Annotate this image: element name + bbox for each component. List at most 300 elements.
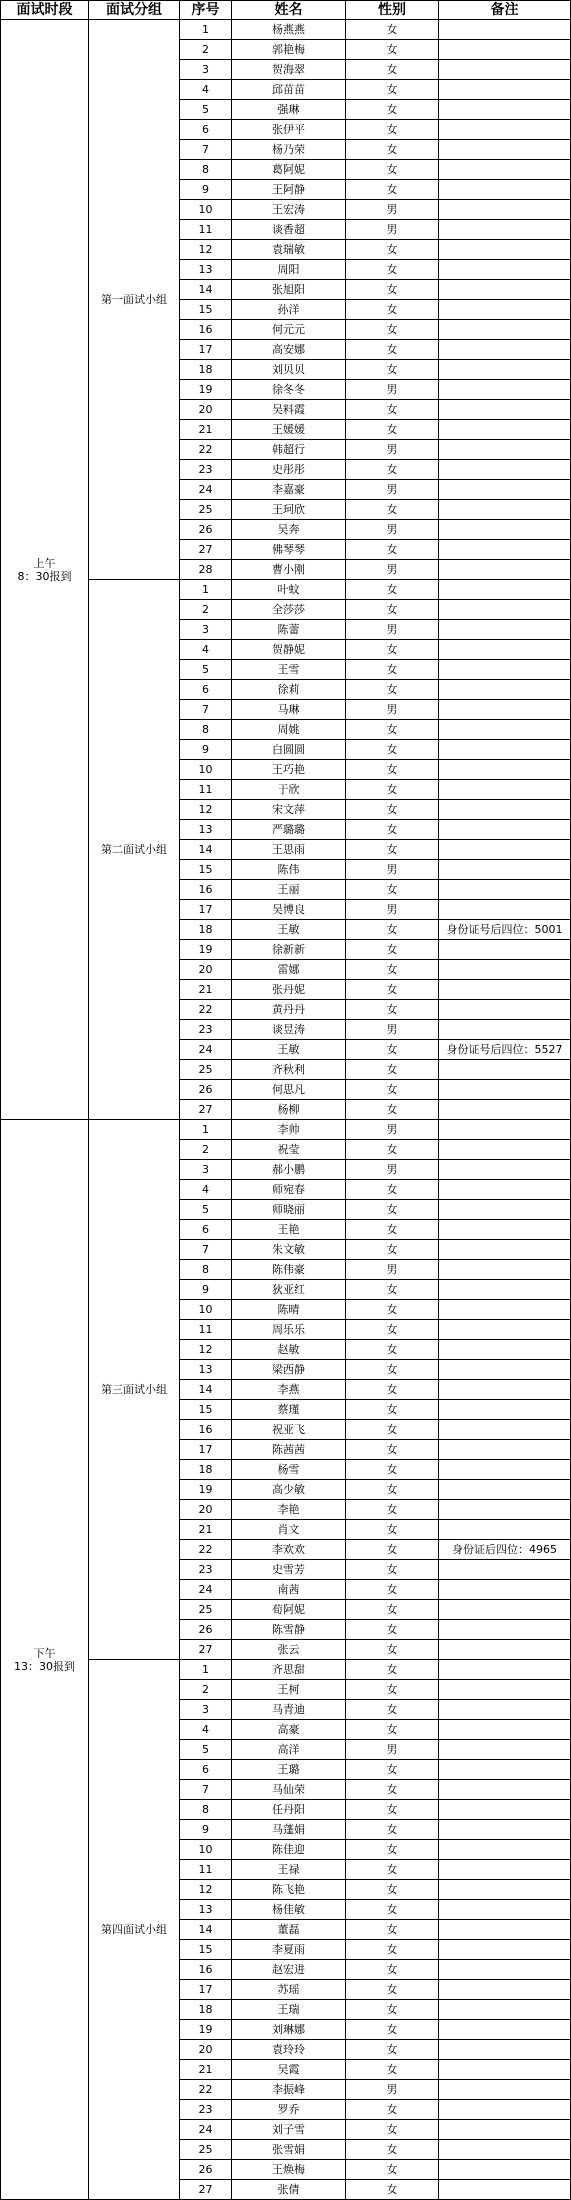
note-cell bbox=[439, 1360, 571, 1380]
name-cell: 张伊平 bbox=[232, 120, 346, 140]
gender-cell: 女 bbox=[346, 80, 439, 100]
note-cell bbox=[439, 1900, 571, 1920]
number-cell: 14 bbox=[180, 280, 232, 300]
note-cell bbox=[439, 1460, 571, 1480]
name-cell: 何元元 bbox=[232, 320, 346, 340]
name-cell: 齐秋利 bbox=[232, 1060, 346, 1080]
name-cell: 张丹妮 bbox=[232, 980, 346, 1000]
note-cell bbox=[439, 720, 571, 740]
number-cell: 16 bbox=[180, 1960, 232, 1980]
name-cell: 王瑞 bbox=[232, 2000, 346, 2020]
note-cell bbox=[439, 80, 571, 100]
number-cell: 10 bbox=[180, 200, 232, 220]
name-cell: 李振峰 bbox=[232, 2080, 346, 2100]
gender-cell: 女 bbox=[346, 1440, 439, 1460]
note-cell bbox=[439, 1160, 571, 1180]
name-cell: 王媛媛 bbox=[232, 420, 346, 440]
gender-cell: 男 bbox=[346, 1120, 439, 1140]
header-group: 面试分组 bbox=[89, 1, 180, 20]
name-cell: 葛阿妮 bbox=[232, 160, 346, 180]
number-cell: 25 bbox=[180, 1060, 232, 1080]
gender-cell: 女 bbox=[346, 60, 439, 80]
name-cell: 刘子雪 bbox=[232, 2120, 346, 2140]
number-cell: 12 bbox=[180, 240, 232, 260]
name-cell: 荀阿妮 bbox=[232, 1600, 346, 1620]
number-cell: 21 bbox=[180, 980, 232, 1000]
number-cell: 27 bbox=[180, 1640, 232, 1660]
number-cell: 10 bbox=[180, 1840, 232, 1860]
number-cell: 7 bbox=[180, 140, 232, 160]
name-cell: 高少敏 bbox=[232, 1480, 346, 1500]
note-cell bbox=[439, 1720, 571, 1740]
number-cell: 26 bbox=[180, 1620, 232, 1640]
gender-cell: 男 bbox=[346, 1260, 439, 1280]
name-cell: 齐思甜 bbox=[232, 1660, 346, 1680]
name-cell: 贺海翠 bbox=[232, 60, 346, 80]
note-cell bbox=[439, 820, 571, 840]
note-cell bbox=[439, 40, 571, 60]
name-cell: 吴料霞 bbox=[232, 400, 346, 420]
name-cell: 刘琳娜 bbox=[232, 2020, 346, 2040]
group-cell: 第四面试小组 bbox=[89, 1660, 180, 2200]
name-cell: 史雪芳 bbox=[232, 1560, 346, 1580]
number-cell: 3 bbox=[180, 1700, 232, 1720]
gender-cell: 女 bbox=[346, 820, 439, 840]
number-cell: 16 bbox=[180, 1420, 232, 1440]
note-cell: 身份证号后四位：5527 bbox=[439, 1040, 571, 1060]
gender-cell: 男 bbox=[346, 700, 439, 720]
note-cell bbox=[439, 120, 571, 140]
note-cell bbox=[439, 1100, 571, 1120]
name-cell: 高豪 bbox=[232, 1720, 346, 1740]
gender-cell: 女 bbox=[346, 980, 439, 1000]
name-cell: 李夏雨 bbox=[232, 1940, 346, 1960]
gender-cell: 女 bbox=[346, 1860, 439, 1880]
name-cell: 雷娜 bbox=[232, 960, 346, 980]
gender-cell: 女 bbox=[346, 40, 439, 60]
name-cell: 肖文 bbox=[232, 1520, 346, 1540]
number-cell: 24 bbox=[180, 1040, 232, 1060]
number-cell: 7 bbox=[180, 1780, 232, 1800]
number-cell: 24 bbox=[180, 2120, 232, 2140]
name-cell: 王巧艳 bbox=[232, 760, 346, 780]
gender-cell: 女 bbox=[346, 1100, 439, 1120]
gender-cell: 男 bbox=[346, 200, 439, 220]
number-cell: 19 bbox=[180, 2020, 232, 2040]
number-cell: 15 bbox=[180, 1940, 232, 1960]
number-cell: 11 bbox=[180, 1320, 232, 1340]
note-cell bbox=[439, 2120, 571, 2140]
gender-cell: 男 bbox=[346, 440, 439, 460]
gender-cell: 女 bbox=[346, 1760, 439, 1780]
note-cell bbox=[439, 1480, 571, 1500]
gender-cell: 女 bbox=[346, 880, 439, 900]
name-cell: 王柯 bbox=[232, 1680, 346, 1700]
name-cell: 马仙荣 bbox=[232, 1780, 346, 1800]
gender-cell: 女 bbox=[346, 2060, 439, 2080]
note-cell bbox=[439, 1800, 571, 1820]
number-cell: 8 bbox=[180, 160, 232, 180]
note-cell bbox=[439, 580, 571, 600]
table-row bbox=[1, 20, 571, 40]
name-cell: 祝莹 bbox=[232, 1140, 346, 1160]
name-cell: 谈香超 bbox=[232, 220, 346, 240]
name-cell: 王璐 bbox=[232, 1760, 346, 1780]
header-gender: 性别 bbox=[346, 1, 439, 20]
gender-cell: 女 bbox=[346, 540, 439, 560]
note-cell bbox=[439, 880, 571, 900]
number-cell: 27 bbox=[180, 1100, 232, 1120]
note-cell bbox=[439, 1120, 571, 1140]
note-cell bbox=[439, 2100, 571, 2120]
note-cell bbox=[439, 660, 571, 680]
number-cell: 4 bbox=[180, 1180, 232, 1200]
gender-cell: 女 bbox=[346, 20, 439, 40]
number-cell: 16 bbox=[180, 320, 232, 340]
note-cell bbox=[439, 960, 571, 980]
note-cell bbox=[439, 2040, 571, 2060]
header-note: 备注 bbox=[439, 1, 571, 20]
note-cell bbox=[439, 1840, 571, 1860]
name-cell: 王敏 bbox=[232, 920, 346, 940]
note-cell bbox=[439, 1920, 571, 1940]
name-cell: 何思凡 bbox=[232, 1080, 346, 1100]
note-cell bbox=[439, 220, 571, 240]
name-cell: 陈伟 bbox=[232, 860, 346, 880]
note-cell bbox=[439, 1200, 571, 1220]
gender-cell: 男 bbox=[346, 520, 439, 540]
name-cell: 周乐乐 bbox=[232, 1320, 346, 1340]
number-cell: 9 bbox=[180, 1820, 232, 1840]
number-cell: 13 bbox=[180, 820, 232, 840]
name-cell: 李嘉豪 bbox=[232, 480, 346, 500]
name-cell: 王禄 bbox=[232, 1860, 346, 1880]
gender-cell: 男 bbox=[346, 560, 439, 580]
note-cell bbox=[439, 1140, 571, 1160]
gender-cell: 女 bbox=[346, 1900, 439, 1920]
gender-cell: 女 bbox=[346, 2140, 439, 2160]
gender-cell: 女 bbox=[346, 600, 439, 620]
gender-cell: 女 bbox=[346, 2000, 439, 2020]
name-cell: 史彤彤 bbox=[232, 460, 346, 480]
gender-cell: 男 bbox=[346, 2080, 439, 2100]
note-cell bbox=[439, 1960, 571, 1980]
gender-cell: 女 bbox=[346, 1340, 439, 1360]
gender-cell: 女 bbox=[346, 1500, 439, 1520]
name-cell: 徐新新 bbox=[232, 940, 346, 960]
name-cell: 罗乔 bbox=[232, 2100, 346, 2120]
number-cell: 17 bbox=[180, 1440, 232, 1460]
name-cell: 张雪娟 bbox=[232, 2140, 346, 2160]
note-cell bbox=[439, 640, 571, 660]
name-cell: 吴博良 bbox=[232, 900, 346, 920]
name-cell: 马蓬娟 bbox=[232, 1820, 346, 1840]
number-cell: 22 bbox=[180, 1540, 232, 1560]
name-cell: 周姚 bbox=[232, 720, 346, 740]
gender-cell: 女 bbox=[346, 580, 439, 600]
note-cell bbox=[439, 900, 571, 920]
name-cell: 王阿静 bbox=[232, 180, 346, 200]
name-cell: 李欢欢 bbox=[232, 1540, 346, 1560]
note-cell bbox=[439, 800, 571, 820]
number-cell: 8 bbox=[180, 1260, 232, 1280]
name-cell: 陈蕾 bbox=[232, 620, 346, 640]
gender-cell: 男 bbox=[346, 380, 439, 400]
note-cell bbox=[439, 1440, 571, 1460]
number-cell: 23 bbox=[180, 1020, 232, 1040]
name-cell: 杨雪 bbox=[232, 1460, 346, 1480]
note-cell bbox=[439, 300, 571, 320]
name-cell: 杨佳敏 bbox=[232, 1900, 346, 1920]
gender-cell: 女 bbox=[346, 1000, 439, 1020]
name-cell: 赵敏 bbox=[232, 1340, 346, 1360]
name-cell: 谈昱涛 bbox=[232, 1020, 346, 1040]
name-cell: 蔡瑾 bbox=[232, 1400, 346, 1420]
period-time: 8：30报到 bbox=[17, 569, 72, 583]
number-cell: 17 bbox=[180, 900, 232, 920]
number-cell: 6 bbox=[180, 1760, 232, 1780]
note-cell bbox=[439, 380, 571, 400]
gender-cell: 女 bbox=[346, 1980, 439, 2000]
gender-cell: 女 bbox=[346, 1240, 439, 1260]
gender-cell: 女 bbox=[346, 1460, 439, 1480]
name-cell: 马青迪 bbox=[232, 1700, 346, 1720]
note-cell bbox=[439, 240, 571, 260]
name-cell: 祝亚飞 bbox=[232, 1420, 346, 1440]
number-cell: 2 bbox=[180, 1140, 232, 1160]
note-cell bbox=[439, 980, 571, 1000]
number-cell: 27 bbox=[180, 540, 232, 560]
number-cell: 12 bbox=[180, 1340, 232, 1360]
name-cell: 王丽 bbox=[232, 880, 346, 900]
name-cell: 袁玲玲 bbox=[232, 2040, 346, 2060]
name-cell: 朱文敏 bbox=[232, 1240, 346, 1260]
name-cell: 王珂欣 bbox=[232, 500, 346, 520]
note-cell bbox=[439, 1660, 571, 1680]
gender-cell: 女 bbox=[346, 1580, 439, 1600]
number-cell: 21 bbox=[180, 2060, 232, 2080]
number-cell: 9 bbox=[180, 180, 232, 200]
name-cell: 李帅 bbox=[232, 1120, 346, 1140]
note-cell bbox=[439, 420, 571, 440]
note-cell bbox=[439, 1280, 571, 1300]
number-cell: 1 bbox=[180, 580, 232, 600]
gender-cell: 女 bbox=[346, 140, 439, 160]
note-cell bbox=[439, 20, 571, 40]
note-cell bbox=[439, 540, 571, 560]
number-cell: 9 bbox=[180, 740, 232, 760]
number-cell: 18 bbox=[180, 920, 232, 940]
note-cell bbox=[439, 1620, 571, 1640]
name-cell: 高洋 bbox=[232, 1740, 346, 1760]
number-cell: 23 bbox=[180, 2100, 232, 2120]
name-cell: 白圆圆 bbox=[232, 740, 346, 760]
name-cell: 赵宏进 bbox=[232, 1960, 346, 1980]
note-cell bbox=[439, 560, 571, 580]
note-cell bbox=[439, 460, 571, 480]
number-cell: 7 bbox=[180, 700, 232, 720]
gender-cell: 女 bbox=[346, 1520, 439, 1540]
header-name: 姓名 bbox=[232, 1, 346, 20]
name-cell: 叶蚊 bbox=[232, 580, 346, 600]
table-row bbox=[1, 1120, 571, 1140]
gender-cell: 女 bbox=[346, 660, 439, 680]
header-row bbox=[1, 1, 571, 20]
note-cell bbox=[439, 1860, 571, 1880]
note-cell bbox=[439, 60, 571, 80]
note-cell bbox=[439, 340, 571, 360]
gender-cell: 女 bbox=[346, 1920, 439, 1940]
number-cell: 6 bbox=[180, 680, 232, 700]
name-cell: 于欣 bbox=[232, 780, 346, 800]
name-cell: 张倩 bbox=[232, 2180, 346, 2200]
gender-cell: 女 bbox=[346, 1820, 439, 1840]
note-cell bbox=[439, 2180, 571, 2200]
gender-cell: 女 bbox=[346, 1200, 439, 1220]
gender-cell: 女 bbox=[346, 1620, 439, 1640]
number-cell: 25 bbox=[180, 1600, 232, 1620]
number-cell: 16 bbox=[180, 880, 232, 900]
note-cell bbox=[439, 2060, 571, 2080]
number-cell: 23 bbox=[180, 460, 232, 480]
name-cell: 任丹阳 bbox=[232, 1800, 346, 1820]
name-cell: 王雪 bbox=[232, 660, 346, 680]
name-cell: 王焕梅 bbox=[232, 2160, 346, 2180]
gender-cell: 女 bbox=[346, 320, 439, 340]
note-cell bbox=[439, 1240, 571, 1260]
name-cell: 曹小刚 bbox=[232, 560, 346, 580]
gender-cell: 女 bbox=[346, 1320, 439, 1340]
gender-cell: 女 bbox=[346, 1540, 439, 1560]
gender-cell: 女 bbox=[346, 1140, 439, 1160]
name-cell: 陈茜茜 bbox=[232, 1440, 346, 1460]
number-cell: 24 bbox=[180, 1580, 232, 1600]
name-cell: 高安娜 bbox=[232, 340, 346, 360]
name-cell: 徐冬冬 bbox=[232, 380, 346, 400]
gender-cell: 女 bbox=[346, 1040, 439, 1060]
gender-cell: 女 bbox=[346, 1700, 439, 1720]
note-cell bbox=[439, 1560, 571, 1580]
header-period: 面试时段 bbox=[1, 1, 89, 20]
gender-cell: 女 bbox=[346, 1960, 439, 1980]
gender-cell: 女 bbox=[346, 1680, 439, 1700]
name-cell: 王艳 bbox=[232, 1220, 346, 1240]
gender-cell: 女 bbox=[346, 120, 439, 140]
note-cell bbox=[439, 1060, 571, 1080]
note-cell bbox=[439, 1020, 571, 1040]
note-cell bbox=[439, 1980, 571, 2000]
number-cell: 13 bbox=[180, 1900, 232, 1920]
group-cell: 第一面试小组 bbox=[89, 20, 180, 580]
number-cell: 4 bbox=[180, 80, 232, 100]
number-cell: 15 bbox=[180, 300, 232, 320]
note-cell bbox=[439, 140, 571, 160]
gender-cell: 女 bbox=[346, 680, 439, 700]
note-cell bbox=[439, 1300, 571, 1320]
name-cell: 李艳 bbox=[232, 1500, 346, 1520]
name-cell: 佛琴琴 bbox=[232, 540, 346, 560]
gender-cell: 女 bbox=[346, 2180, 439, 2200]
note-cell bbox=[439, 740, 571, 760]
gender-cell: 女 bbox=[346, 240, 439, 260]
number-cell: 18 bbox=[180, 1460, 232, 1480]
number-cell: 2 bbox=[180, 40, 232, 60]
number-cell: 15 bbox=[180, 860, 232, 880]
note-cell bbox=[439, 2020, 571, 2040]
note-cell bbox=[439, 1520, 571, 1540]
number-cell: 2 bbox=[180, 1680, 232, 1700]
gender-cell: 女 bbox=[346, 160, 439, 180]
number-cell: 26 bbox=[180, 2160, 232, 2180]
note-cell bbox=[439, 840, 571, 860]
name-cell: 杨乃荣 bbox=[232, 140, 346, 160]
name-cell: 马琳 bbox=[232, 700, 346, 720]
number-cell: 17 bbox=[180, 1980, 232, 2000]
name-cell: 陈晴 bbox=[232, 1300, 346, 1320]
gender-cell: 女 bbox=[346, 920, 439, 940]
number-cell: 11 bbox=[180, 220, 232, 240]
number-cell: 21 bbox=[180, 420, 232, 440]
note-cell bbox=[439, 1080, 571, 1100]
note-cell bbox=[439, 1880, 571, 1900]
note-cell bbox=[439, 1420, 571, 1440]
name-cell: 陈佳迎 bbox=[232, 1840, 346, 1860]
gender-cell: 男 bbox=[346, 220, 439, 240]
note-cell: 身份证号后四位：5001 bbox=[439, 920, 571, 940]
number-cell: 8 bbox=[180, 720, 232, 740]
note-cell bbox=[439, 2160, 571, 2180]
note-cell bbox=[439, 780, 571, 800]
number-cell: 18 bbox=[180, 360, 232, 380]
number-cell: 14 bbox=[180, 1920, 232, 1940]
gender-cell: 女 bbox=[346, 1720, 439, 1740]
name-cell: 徐莉 bbox=[232, 680, 346, 700]
name-cell: 王敏 bbox=[232, 1040, 346, 1060]
note-cell: 身份证后四位：4965 bbox=[439, 1540, 571, 1560]
gender-cell: 男 bbox=[346, 620, 439, 640]
number-cell: 25 bbox=[180, 2140, 232, 2160]
number-cell: 1 bbox=[180, 1660, 232, 1680]
name-cell: 袁瑞敏 bbox=[232, 240, 346, 260]
name-cell: 张云 bbox=[232, 1640, 346, 1660]
gender-cell: 女 bbox=[346, 260, 439, 280]
number-cell: 4 bbox=[180, 1720, 232, 1740]
gender-cell: 女 bbox=[346, 1480, 439, 1500]
group-cell: 第三面试小组 bbox=[89, 1120, 180, 1660]
note-cell bbox=[439, 1320, 571, 1340]
gender-cell: 女 bbox=[346, 1220, 439, 1240]
number-cell: 22 bbox=[180, 440, 232, 460]
number-cell: 5 bbox=[180, 660, 232, 680]
gender-cell: 女 bbox=[346, 360, 439, 380]
number-cell: 26 bbox=[180, 1080, 232, 1100]
gender-cell: 女 bbox=[346, 300, 439, 320]
note-cell bbox=[439, 1580, 571, 1600]
gender-cell: 女 bbox=[346, 1800, 439, 1820]
note-cell bbox=[439, 1260, 571, 1280]
number-cell: 27 bbox=[180, 2180, 232, 2200]
gender-cell: 女 bbox=[346, 2120, 439, 2140]
name-cell: 王思雨 bbox=[232, 840, 346, 860]
name-cell: 杨燕燕 bbox=[232, 20, 346, 40]
number-cell: 5 bbox=[180, 1200, 232, 1220]
name-cell: 苏瑶 bbox=[232, 1980, 346, 2000]
note-cell bbox=[439, 620, 571, 640]
header-number: 序号 bbox=[180, 1, 232, 20]
number-cell: 1 bbox=[180, 20, 232, 40]
name-cell: 陈伟豪 bbox=[232, 1260, 346, 1280]
note-cell bbox=[439, 360, 571, 380]
